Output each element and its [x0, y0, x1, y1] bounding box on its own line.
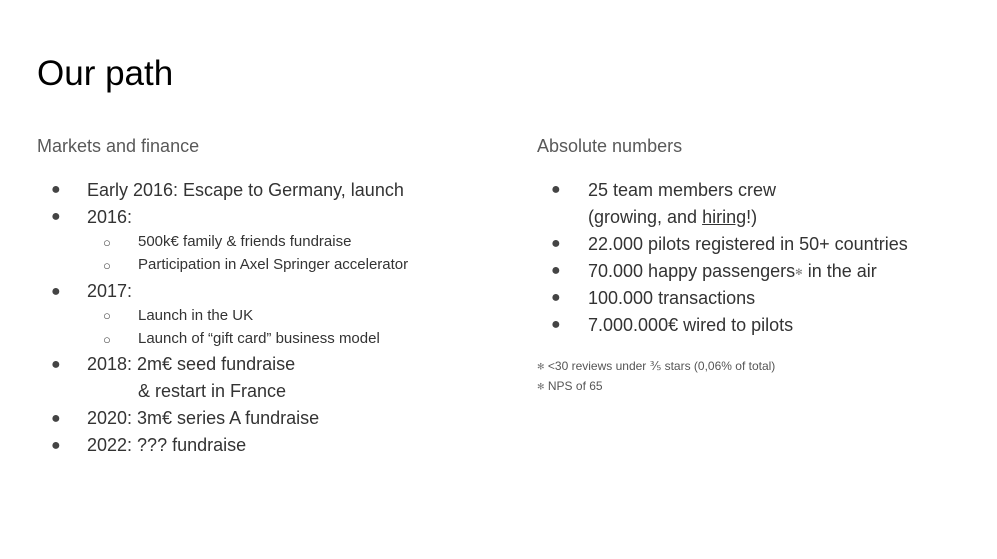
list-item: [588, 261, 877, 282]
asterisk-icon: ✻: [537, 381, 545, 392]
sub-list-item: Participation in Axel Springer accelerator: [138, 256, 409, 273]
sub-bullet-icon: ○: [103, 308, 111, 323]
list-item-text: 70.000 happy passengers: [588, 261, 796, 281]
list-item: 7.000.000€ wired to pilots: [588, 315, 794, 335]
bullet-icon: ●: [51, 208, 61, 225]
footnote: [537, 359, 775, 373]
footnote-text: NPS of 65: [547, 379, 603, 393]
bullet-icon: ●: [51, 356, 61, 373]
sub-bullet-icon: ○: [103, 332, 111, 347]
bullet-icon: ●: [51, 410, 61, 427]
list-item: 2017:: [87, 281, 133, 301]
sub-list-item: Launch of “gift card” business model: [138, 330, 380, 347]
footnote-text: <30 reviews under ⅗ stars (0,06% of total): [547, 359, 776, 373]
sub-list-item: Launch in the UK: [138, 307, 254, 324]
list-item: 2016:: [87, 207, 133, 227]
list-item: 2022: ??? fundraise: [87, 435, 247, 455]
list-item-continuation: & restart in France: [138, 381, 287, 401]
hiring-link[interactable]: hiring: [702, 207, 747, 227]
bullet-icon: ●: [551, 235, 561, 252]
right-column-heading: Absolute numbers: [537, 136, 683, 156]
bullet-icon: ●: [51, 181, 61, 198]
list-item: 2018: 2m€ seed fundraise: [87, 354, 296, 374]
asterisk-icon: ✻: [537, 361, 545, 372]
page-title: Our path: [37, 54, 174, 93]
list-item: 25 team members crew: [588, 180, 777, 200]
asterisk-icon: ✻: [795, 266, 803, 277]
list-item: 2020: 3m€ series A fundraise: [87, 408, 320, 428]
footnote: [537, 379, 603, 393]
list-item-suffix: in the air: [802, 261, 877, 281]
list-item-continuation: [588, 207, 757, 228]
bullet-icon: ●: [51, 437, 61, 454]
bullet-icon: ●: [51, 283, 61, 300]
sub-list-item: 500k€ family & friends fundraise: [138, 233, 352, 250]
list-item: 22.000 pilots registered in 50+ countries: [588, 234, 908, 254]
sub-bullet-icon: ○: [103, 235, 111, 250]
left-column-heading: Markets and finance: [37, 136, 200, 156]
continuation-suffix: !): [746, 207, 758, 227]
bullet-icon: ●: [551, 262, 561, 279]
bullet-icon: ●: [551, 181, 561, 198]
bullet-icon: ●: [551, 316, 561, 333]
continuation-prefix: (growing, and: [588, 207, 703, 227]
list-item: 100.000 transactions: [588, 288, 756, 308]
list-item: Early 2016: Escape to Germany, launch: [87, 180, 404, 200]
sub-bullet-icon: ○: [103, 258, 111, 273]
bullet-icon: ●: [551, 289, 561, 306]
